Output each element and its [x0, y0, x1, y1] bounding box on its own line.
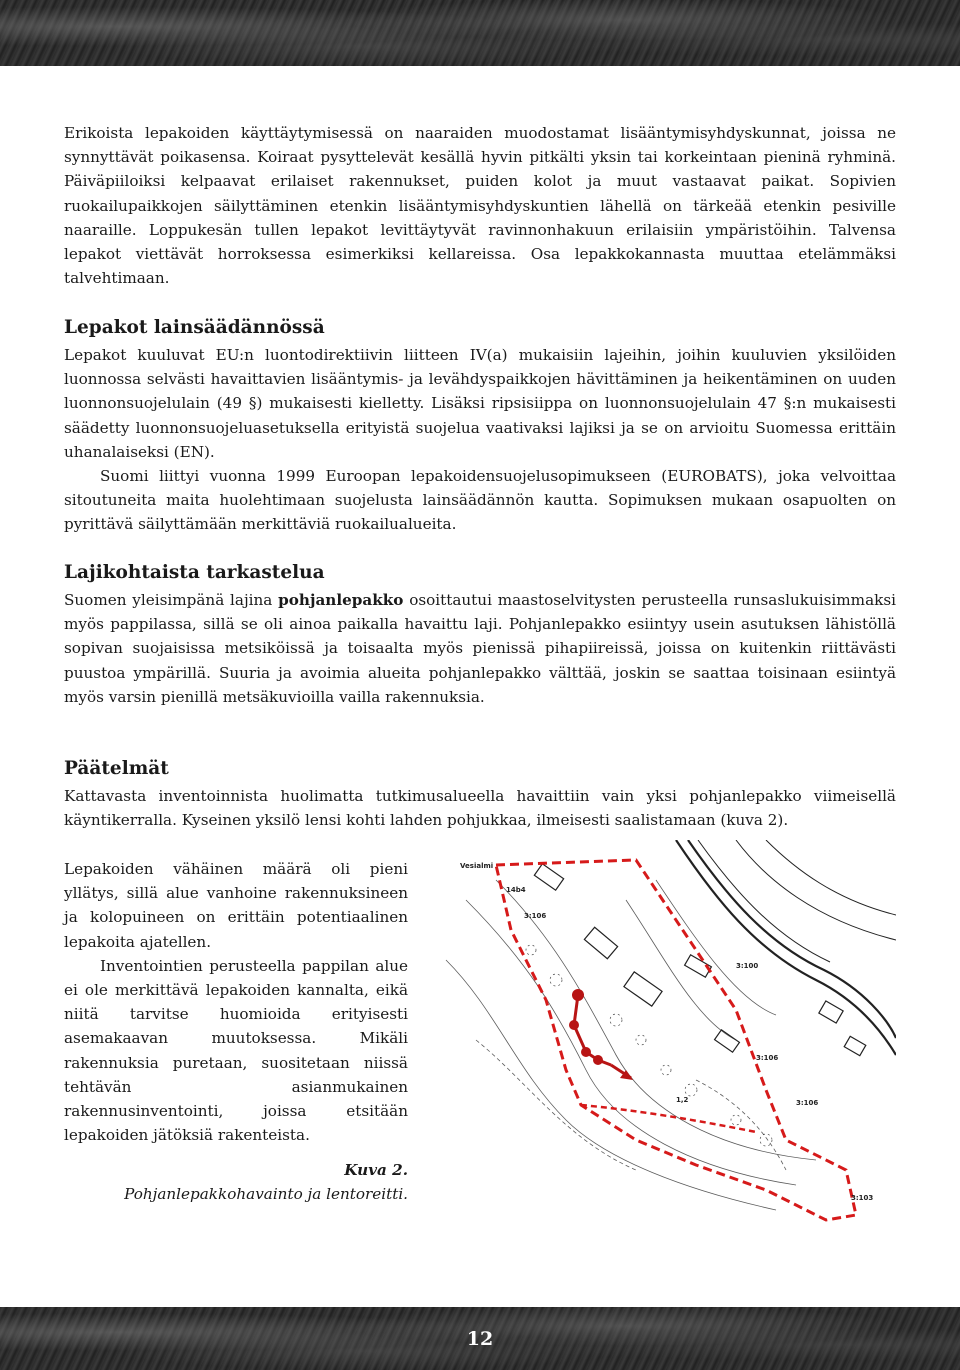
building-outlines: [534, 864, 865, 1056]
caption-text: Pohjanlepakkohavainto ja lentoreitti.: [124, 1185, 408, 1203]
shore-boundary: [581, 1105, 756, 1132]
species-section: [64, 588, 896, 709]
conclusions-section: [64, 784, 896, 832]
map-label-4: 3:106: [796, 1099, 819, 1107]
conclusions-paragraph-1: Kattavasta inventoinnista huolimatta tutkimusalueella havaittiin vain yksi pohjanlepakko viimeisellä käyntikerralla. Kyseinen yksilö lensi kohti lahden pohjukkaa, ilmeisesti saalistamaan (kuva 2).: [64, 787, 896, 830]
map-labels: [460, 862, 873, 1202]
map-label-5: 3:103: [851, 1194, 874, 1202]
tree-dots: [526, 945, 772, 1146]
map-label-0: 14b4: [506, 886, 526, 894]
top-texture-band: [0, 0, 960, 66]
map-label-3: 3:106: [756, 1054, 779, 1062]
map-svg: [436, 840, 896, 1225]
intro-section: [64, 121, 896, 290]
heading-species: Lajikohtaista tarkastelua: [64, 562, 325, 583]
species-paragraph: Suomen yleisimpänä lajina pohjanlepakko osoittautui maastoselvitysten perusteella runsaslukuisimmaksi myös pappilassa, sillä se oli ainoa paikalla havaittu laji. Pohjanlepakko esiintyy usein asutuksen lähistöllä sopivan suojaisissa metsiköissä ja toisaalta myös pienissä pihapiireissä, joissa on kuitenkin riittävästi puustoa ympärillä. Suuria ja avoimia alueita pohjanlepakko välttää, joskin se saattaa toisinaan esiintyä myös varsin pienillä metsäkuvioilla vailla rakennuksia.: [64, 591, 896, 706]
caption-number: Kuva 2.: [344, 1161, 408, 1179]
conclusions-paragraph-1-cont: Lepakoiden vähäinen määrä oli pieni yllätys, sillä alue vanhoine rakennuksineen ja kolopuineen on erittäin potentiaalinen lepakoita ajatellen.: [64, 860, 408, 951]
species-name-bold: pohjanlepakko: [278, 591, 404, 609]
law-paragraph-2: Suomi liittyi vuonna 1999 Euroopan lepakoidensuojelusopimukseen (EUROBATS), joka velvoittaa sitoutuneita maita huolehtimaan suojelusta lainsäädännön kautta. Sopimuksen mukaan osapuolten on pyrittävä säilyttämään merkittäviä ruokailualueita.: [64, 467, 896, 534]
map-figure: [436, 840, 896, 1225]
contour-lines: [446, 880, 819, 1210]
road-detail: [698, 840, 896, 962]
map-label-2: 3:100: [736, 962, 759, 970]
heading-law: Lepakot lainsäädännössä: [64, 317, 325, 338]
law-paragraph-1: Lepakot kuuluvat EU:n luontodirektiivin liitteen IV(a) mukaisiin lajeihin, joihin kuuluvien yksilöiden luonnossa selvästi havaittavien lisääntymis- ja levähdyspaikkojen hävittäminen ja heikentäminen on uuden luonnonsuojelulain (49 §) mukaisesti kielletty. Lisäksi ripsisiippa on luonnonsuojelulain 47 §:n mukaisesti säädetty luonnonsuojeluasetuksella erityistä suojelua vaativaksi lajiksi ja se on arvioitu Suomessa erittäin uhanalaiseksi (EN).: [64, 346, 896, 461]
conclusions-narrow-column: [64, 857, 408, 1147]
study-area-boundary: [496, 860, 856, 1220]
road-lines: [676, 840, 896, 1055]
map-label-6: 1,2: [676, 1096, 689, 1104]
intro-paragraph: Erikoista lepakoiden käyttäytymisessä on naaraiden muodostamat lisääntymisyhdyskunnat, joissa ne synnyttävät poikasensa. Koiraat pysyttelevät kesällä hyvin pitkälti yksin tai korkeintaan pieninä ryhminä. Päiväpiiloiksi kelpaavat erilaiset rakennukset, puiden kolot ja muut vastaavat paikat. Sopivien ruokailupaikkojen säilyttäminen etenkin lisääntymisyhdyskuntien lähellä on tärkeää etenkin pesiville naaraille. Loppukesän tullen lepakot levittäytyvät ravinnonhakuun erilaisiin ympäristöihin. Talvensa lepakot viettävät horroksessa esimerkiksi kellareissa. Osa lepakkokannasta muuttaa etelämmäksi talvehtimaan.: [64, 124, 896, 288]
page-number: 12: [466, 1328, 494, 1350]
flight-route: [569, 989, 633, 1080]
law-section: [64, 343, 896, 537]
heading-conclusions: Päätelmät: [64, 758, 169, 779]
observation-point-icon: [572, 989, 584, 1001]
figure-caption: [64, 1158, 408, 1206]
conclusions-paragraph-2: Inventointien perusteella pappilan alue ei ole merkittävä lepakoiden kannalta, eikä niitä tarvitse huomioida erityisesti asemakaavan muutoksessa. Mikäli rakennuksia puretaan, suositetaan niissä tehtävän asianmukainen rakennusinventointi, joissa etsitään lepakoiden jätöksiä rakenteista.: [64, 956, 408, 1145]
map-label-1: 3:106: [524, 912, 547, 920]
map-label-vesialmi: Vesialmi: [460, 862, 494, 870]
